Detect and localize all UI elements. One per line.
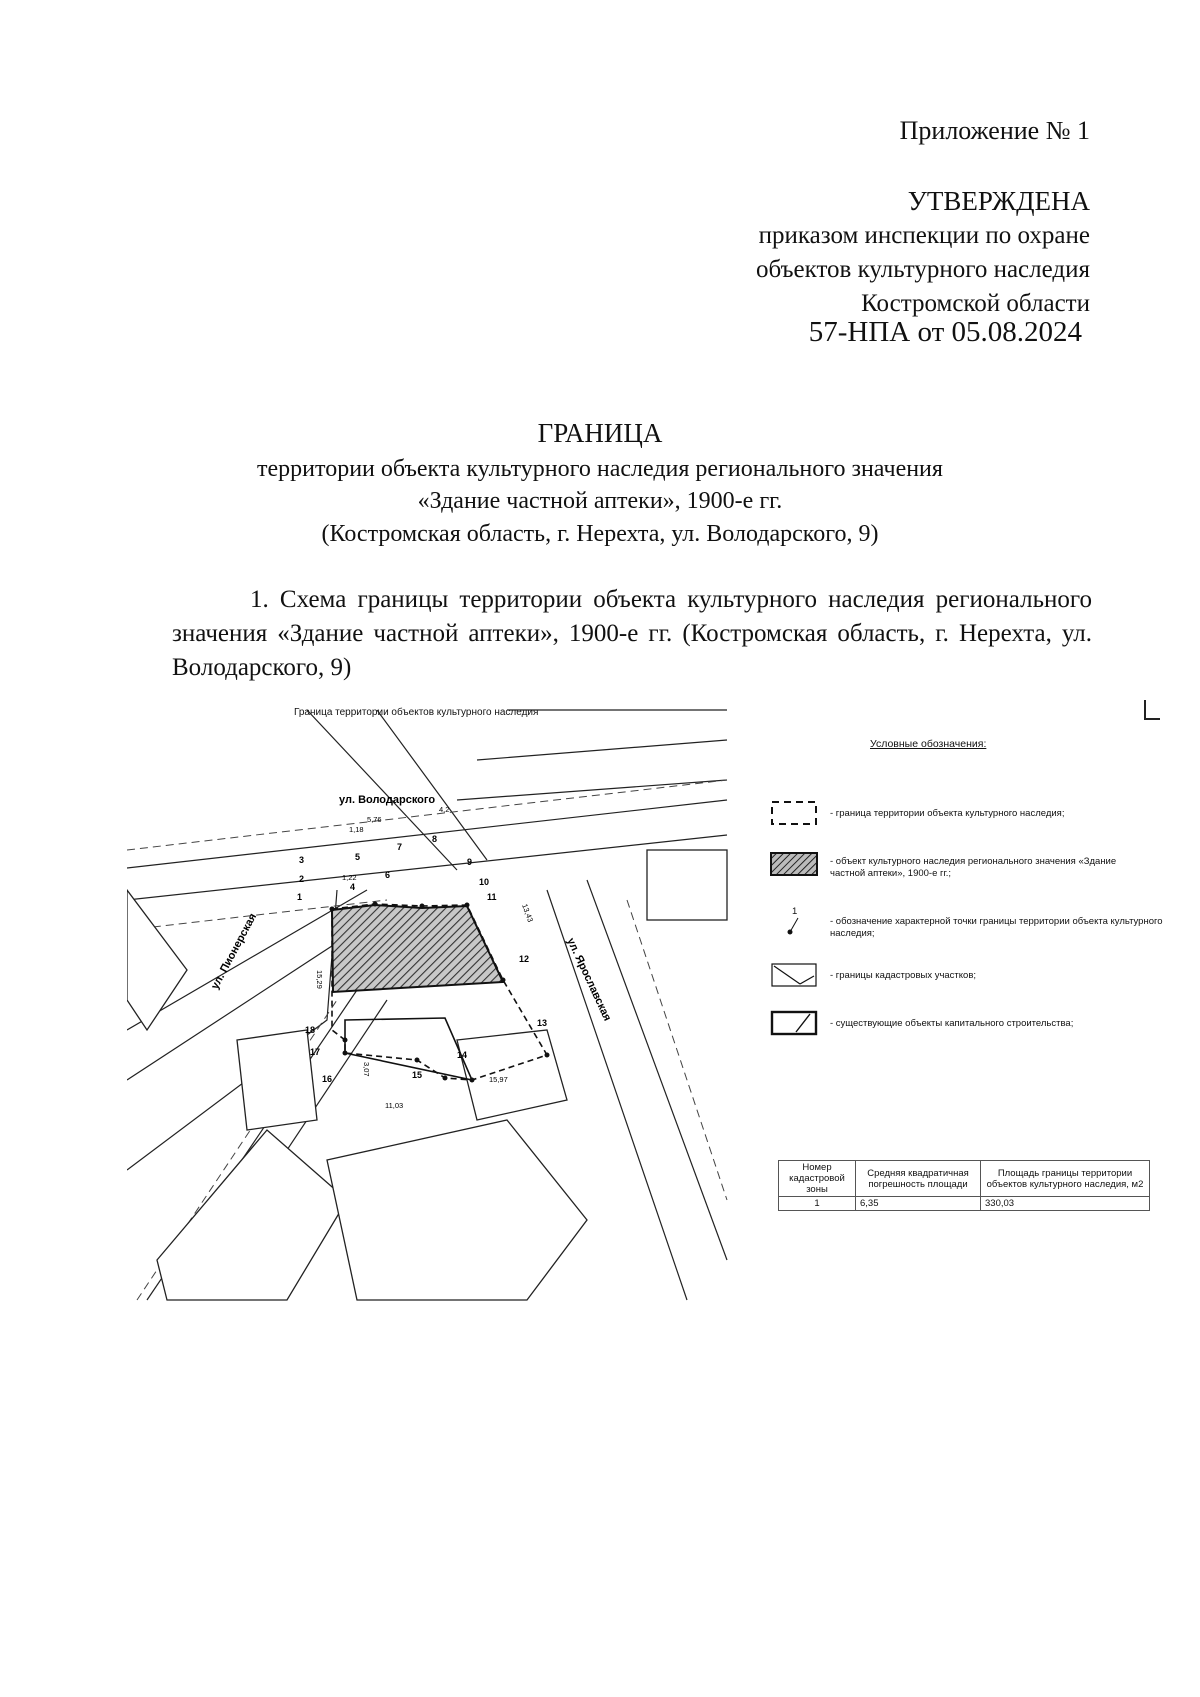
title-line: «Здание частной аптеки», 1900-е гг. — [417, 488, 783, 514]
title-line: территории объекта культурного наследия регионального значения — [257, 456, 943, 482]
point-label: 3 — [299, 855, 305, 865]
point-label: 12 — [519, 954, 530, 964]
hatched-object-icon — [770, 852, 818, 876]
dimension-label: 15,29 — [315, 970, 324, 989]
document-title: ГРАНИЦА — [537, 418, 663, 448]
dimension-label: 13,43 — [520, 902, 536, 924]
point-label: 14 — [457, 1050, 468, 1060]
table-header: Средняя квадратичная погрешность площади — [856, 1161, 981, 1197]
approved-line: объектов культурного наследия — [756, 256, 1090, 283]
dimension-label: 15,97 — [489, 1075, 508, 1084]
legend-point-label: 1 — [792, 906, 798, 917]
dimension-label: 4,2 — [439, 805, 450, 814]
point-label: 6 — [385, 870, 391, 880]
legend-title: Условные обозначения: — [870, 738, 987, 750]
dimension-label: 5,76 — [367, 815, 382, 824]
point-label: 13 — [537, 1018, 548, 1028]
corner-mark — [1144, 700, 1160, 720]
point-label: 4 — [350, 882, 356, 892]
cadastral-zone-table — [778, 1160, 1150, 1211]
point-label: 8 — [432, 834, 438, 844]
table-header: Номер кадастровой зоны — [779, 1161, 856, 1197]
appendix-number: Приложение № 1 — [899, 116, 1090, 145]
table-header: Площадь границы территории объектов культурного наследия, м2 — [981, 1161, 1150, 1197]
table-cell: 1 — [779, 1197, 856, 1211]
legend-item-text: - объект культурного наследия регионального значения «Здание частной аптеки», 1900-е гг.; — [830, 856, 1117, 879]
dashed-boundary-icon — [770, 800, 818, 826]
dimension-label: 11,03 — [385, 1101, 404, 1110]
approved-line: Костромской области — [861, 290, 1090, 317]
street-label-yaroslavskaya: ул. Ярославская — [564, 936, 614, 1023]
dimension-label: 1,22 — [342, 873, 357, 882]
point-label: 9 — [467, 857, 473, 867]
point-label: 2 — [299, 874, 305, 884]
scheme-paragraph: 1. Схема границы территории объекта культурного наследия регионального значения «Здание частной аптеки», 1900-е гг. (Костромская область, г. Нерехта, ул. Володарского, 9) — [172, 586, 1092, 681]
legend-item-text: - границы кадастровых участков; — [830, 970, 977, 981]
legend-item-text: - обозначение характерной точки границы территории объекта культурного наследия; — [830, 916, 1163, 939]
point-label: 17 — [310, 1047, 321, 1057]
approved-line: приказом инспекции по охране — [758, 222, 1090, 249]
table-cell: 6,35 — [856, 1197, 981, 1211]
legend-item-text: - граница территории объекта культурного наследия; — [830, 808, 1065, 819]
cadastral-plot-icon — [770, 962, 818, 988]
order-number: 57-НПА от 05.08.2024 — [808, 316, 1082, 348]
point-label: 16 — [322, 1074, 333, 1084]
legend-item-text: - существующие объекты капитального строительства; — [830, 1018, 1074, 1029]
building-icon — [770, 1010, 818, 1036]
point-label: 10 — [479, 877, 490, 887]
dimension-label: 1,18 — [349, 825, 364, 834]
point-label: 15 — [412, 1070, 423, 1080]
map-caption: Граница территории объектов культурного наследия — [294, 707, 539, 718]
boundary-map — [127, 700, 735, 1308]
point-label: 18 — [305, 1025, 316, 1035]
point-label: 7 — [397, 842, 403, 852]
point-label: 11 — [487, 892, 497, 902]
approved-heading: УТВЕРЖДЕНА — [907, 186, 1090, 216]
point-label: 5 — [355, 852, 361, 862]
point-label: 1 — [297, 892, 303, 902]
table-cell: 330,03 — [981, 1197, 1150, 1211]
street-label-pionerskaya: ул. Пионерская — [209, 911, 260, 992]
table-row — [779, 1197, 1150, 1211]
title-line: (Костромская область, г. Нерехта, ул. Володарского, 9) — [321, 521, 879, 547]
dimension-label: 3,07 — [362, 1062, 371, 1077]
street-label-volodarskogo: ул. Володарского — [339, 794, 436, 806]
